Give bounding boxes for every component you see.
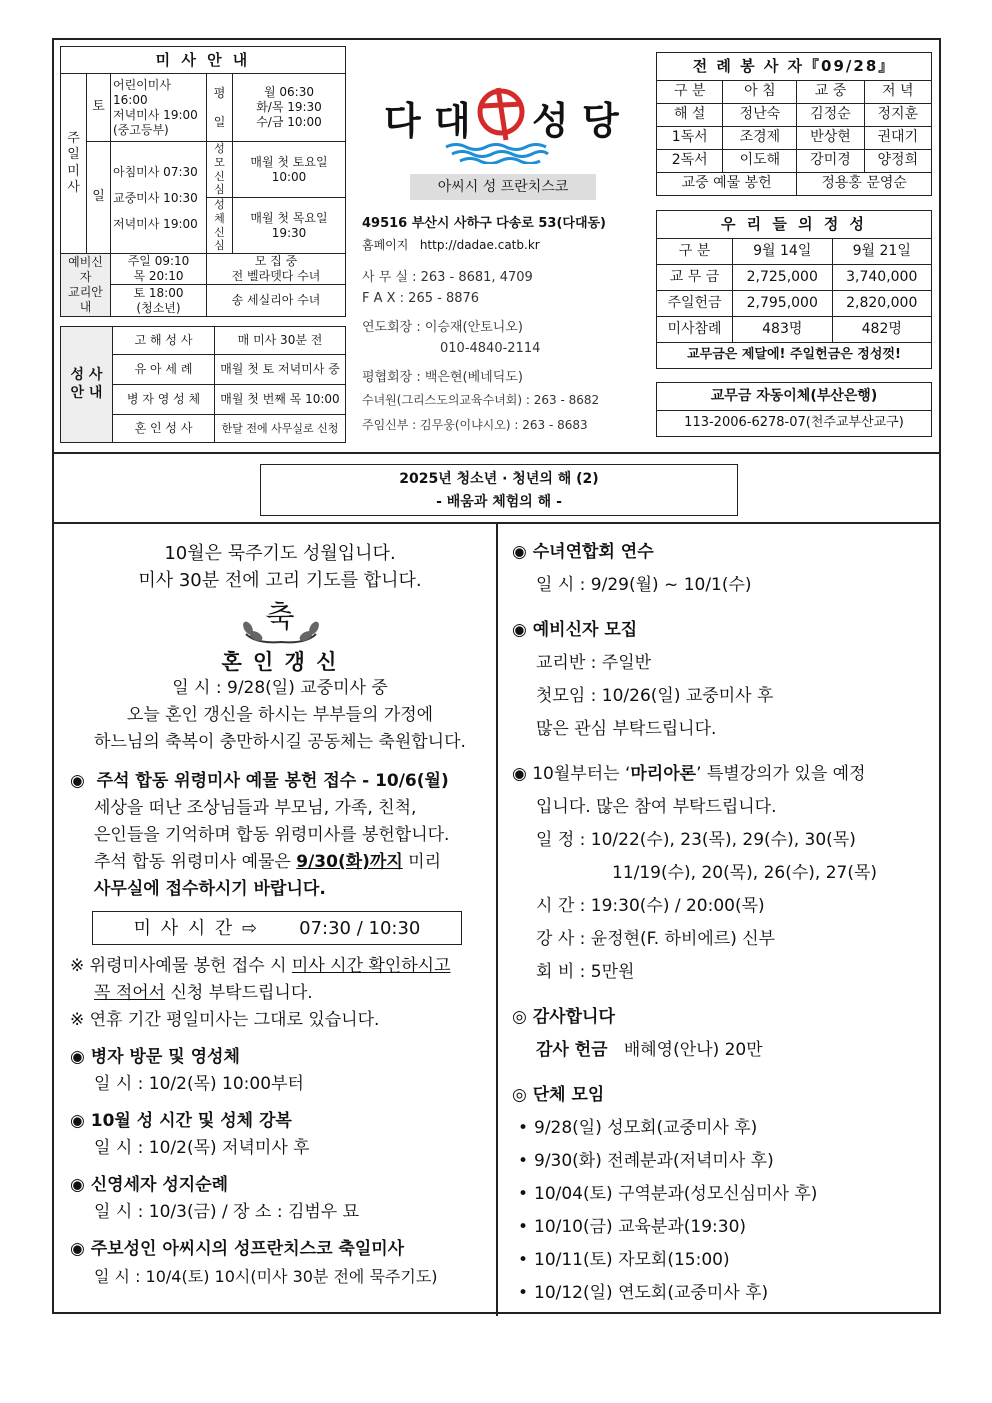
offerings-table [656, 210, 932, 369]
offerings-cell: 482명 [832, 317, 932, 343]
mariology-schedule-1: 일 정 : 10/22(수), 23(목), 29(수), 30(목) [536, 830, 856, 850]
sacrament-name: 혼 인 성 사 [113, 415, 215, 443]
sisters-training-date: 일 시 : 9/29(월) ~ 10/1(수) [536, 575, 752, 595]
list-item: • 10/12(일) 연도회(교중미사 후) [512, 1277, 932, 1310]
catechumen-1-time: 주일 09:10 목 20:10 [111, 254, 207, 285]
thanks-offering: 감사 헌금 배혜영(안나) 20만 [536, 1040, 763, 1060]
list-item: • 9/28(일) 성모회(교중미사 후) [512, 1112, 932, 1145]
pilgrimage-date: 일 시 : 10/3(금) / 장 소 : 김범우 묘 [94, 1202, 360, 1222]
mariology-notice-cont: 입니다. 많은 참여 부탁드립니다. [536, 797, 777, 817]
liturgy-servers-table [656, 52, 932, 196]
servers-cell: 김정순 [797, 104, 864, 127]
patron-saint-box: 아씨시 성 프란치스코 [410, 174, 596, 200]
sunday-label: 일 [87, 142, 111, 254]
offerings-header: 구 분 [657, 239, 733, 265]
sacrament-name: 유 아 세 례 [113, 355, 215, 385]
left-column [70, 540, 490, 1290]
holy-hour-title: ◉ 10월 성 시간 및 성체 강복 [70, 1111, 292, 1131]
theme-box [260, 464, 738, 516]
homepage-label: 홈페이지 [362, 238, 409, 252]
sacrament-value: 한달 전에 사무실로 신청 [215, 415, 346, 443]
rosary-notice-1: 10월은 묵주기도 성월입니다. [164, 543, 396, 564]
devotion-2-value: 매월 첫 목요일 19:30 [233, 198, 346, 254]
sunday-mass-label: 주 일 미 사 [61, 74, 87, 254]
mariology-lecturer: 강 사 : 윤정현(F. 하비에르) 신부 [536, 929, 776, 949]
servers-cell: 1독서 [657, 127, 723, 150]
sick-visit-date: 일 시 : 10/2(목) 10:00부터 [94, 1074, 304, 1094]
offerings-title: 우 리 들 의 정 성 [657, 211, 932, 239]
offerings-header: 9월 21일 [832, 239, 932, 265]
devotion-2-label: 성체 신심 [207, 198, 233, 254]
group-meetings-list [512, 1112, 932, 1310]
office-phone: 사 무 실 : 263 - 8681, 4709 [362, 270, 533, 285]
mass-time-label: 미 사 시 간 ⇨ [133, 917, 260, 939]
pastor-phone: 주임신부 : 김무웅(이냐시오) : 263 - 8683 [362, 418, 588, 432]
memorial-note-1: ※ 위령미사예물 봉헌 접수 시 미사 시간 확인하시고 [70, 956, 451, 976]
catechumen-2-who: 송 세실리아 수녀 [207, 285, 346, 317]
offerings-cell: 주일헌금 [657, 291, 733, 317]
weekday-label: 평 일 [207, 74, 233, 142]
catechumen-2-time: 토 18:00 (청소년) [111, 285, 207, 317]
cross-logo-icon [476, 84, 526, 142]
weekday-times: 월 06:30 화/목 19:30 수/금 10:00 [233, 74, 346, 142]
auto-transfer-account: 113-2006-6278-07(천주교부산교구) [657, 411, 932, 437]
catechumen-class: 교리반 : 주일반 [536, 653, 652, 673]
catechumen-1-who: 모 집 중 전 벨라뎃다 수녀 [207, 254, 346, 285]
church-logo [384, 84, 624, 164]
servers-header: 교 중 [797, 81, 864, 104]
catechumen-recruit-title: ◉ 예비신자 모집 [512, 620, 638, 640]
offerings-cell: 교 무 금 [657, 265, 733, 291]
mass-time-box [92, 911, 462, 945]
saturday-masses: 어린이미사 16:00 저녁미사 19:00 (중고등부) [111, 74, 207, 142]
sick-visit-title: ◉ 병자 방문 및 영성체 [70, 1047, 240, 1067]
renewal-text-2: 하느님의 축복이 충만하시길 공동체는 축원합니다. [94, 732, 466, 752]
church-name-left: 다 대 [384, 99, 471, 143]
list-item: • 10/11(토) 자모회(15:00) [512, 1244, 932, 1277]
convent-phone: 수녀원(그리스도의교육수녀회) : 263 - 8682 [362, 393, 600, 407]
sacraments-table [60, 326, 346, 443]
sacrament-name: 고 해 성 사 [113, 327, 215, 355]
offerings-cell: 2,795,000 [733, 291, 833, 317]
holy-hour-date: 일 시 : 10/2(목) 저녁미사 후 [94, 1138, 310, 1158]
renewal-text-1: 오늘 혼인 갱신을 하시는 부부들의 가정에 [126, 705, 434, 725]
mariology-schedule-2: 11/19(수), 20(목), 26(수), 27(목) [612, 863, 878, 883]
servers-header: 아 침 [723, 81, 797, 104]
theme-line-1: 2025년 청소년 · 청년의 해 (2) [399, 471, 599, 487]
renewal-title: 혼 인 갱 신 [221, 649, 339, 674]
column-divider [496, 522, 498, 1316]
memorial-text-1: 세상을 떠난 조상님들과 부모님, 가족, 친척, [94, 798, 417, 818]
sacrament-value: 매월 첫 토 저녁미사 중 [215, 355, 346, 385]
offerings-cell: 3,740,000 [832, 265, 932, 291]
theme-line-2: - 배움과 체험의 해 - [436, 494, 562, 510]
catechumen-label: 예비신자 교리안내 [61, 254, 111, 317]
memorial-note-1-cont: 꼭 적어서 신청 부탁드립니다. [94, 983, 313, 1003]
offerings-cell: 483명 [733, 317, 833, 343]
servers-cell: 권대기 [864, 127, 931, 150]
council-phone: 010-4840-2114 [440, 341, 541, 356]
feast-mass-date: 일 시 : 10/4(토) 10시(미사 30분 전에 묵주기도) [94, 1267, 438, 1286]
devotion-1-label: 성모 신심 [207, 142, 233, 198]
auto-transfer-title: 교무금 자동이체(부산은행) [657, 383, 932, 411]
right-column [512, 536, 932, 1310]
memorial-text-4: 사무실에 접수하시기 바랍니다. [94, 879, 326, 899]
catechumen-first-meeting: 첫모임 : 10/26(일) 교중미사 후 [536, 686, 774, 706]
servers-cell: 해 설 [657, 104, 723, 127]
servers-cell: 반상현 [797, 127, 864, 150]
memorial-note-2: ※ 연휴 기간 평일미사는 그대로 있습니다. [70, 1010, 380, 1030]
sacrament-name: 병 자 영 성 체 [113, 385, 215, 415]
church-name-right: 성 당 [532, 99, 619, 143]
thanks-title: ◎ 감사합니다 [512, 1007, 615, 1027]
feast-mass-title: ◉ 주보성인 아씨시의 성프란치스코 축일미사 [70, 1239, 405, 1259]
servers-header: 저 녁 [864, 81, 931, 104]
celebrate-glyph: 축 [265, 600, 295, 635]
servers-cell: 2독서 [657, 150, 723, 173]
offering-label: 교중 예물 봉헌 [657, 173, 797, 196]
mariology-notice: ◉ 10월부터는 ‘마리아론’ 특별강의가 있을 예정 [512, 764, 866, 784]
list-item: • 10/04(토) 구역분과(성모신심미사 후) [512, 1178, 932, 1211]
sacrament-value: 매월 첫 번째 목 10:00 [215, 385, 346, 415]
memorial-text-2: 은인들을 기억하며 합동 위령미사를 봉헌합니다. [94, 825, 450, 845]
list-item: • 9/30(화) 전례분과(저녁미사 후) [512, 1145, 932, 1178]
offerings-header: 9월 14일 [733, 239, 833, 265]
pilgrimage-title: ◉ 신영세자 성지순례 [70, 1175, 229, 1195]
servers-cell: 양정희 [864, 150, 931, 173]
sacrament-value: 매 미사 30분 전 [215, 327, 346, 355]
mariology-fee: 회 비 : 5만원 [536, 962, 635, 982]
renewal-date: 일 시 : 9/28(일) 교중미사 중 [172, 678, 388, 698]
servers-cell: 조경제 [723, 127, 797, 150]
servers-cell: 정지훈 [864, 104, 931, 127]
auto-transfer-table [656, 382, 932, 437]
memorial-text-3: 추석 합동 위령미사 예물은 9/30(화)까지 미리 [94, 852, 442, 872]
header-divider [54, 452, 939, 454]
saturday-label: 토 [87, 74, 111, 142]
sacraments-label: 성 사 안 내 [61, 327, 113, 443]
memorial-mass-title: ◉ 주석 합동 위령미사 예물 봉헌 접수 - 10/6(월) [70, 771, 449, 791]
servers-title: 전 례 봉 사 자『09/28』 [657, 53, 932, 81]
catechumen-request: 많은 관심 부탁드립니다. [536, 719, 717, 739]
sisters-training-title: ◉ 수녀연합회 연수 [512, 542, 654, 562]
offerings-cell: 미사참례 [657, 317, 733, 343]
parish-chair: 평협회장 : 백은현(베네딕도) [362, 370, 523, 385]
servers-cell: 정난숙 [723, 104, 797, 127]
homepage-link[interactable]: http://dadae.catb.kr [419, 238, 540, 252]
wave-icon [444, 142, 554, 164]
servers-header: 구 분 [657, 81, 723, 104]
rosary-notice-2: 미사 30분 전에 고리 기도를 합니다. [138, 570, 422, 591]
devotion-1-value: 매월 첫 토요일 10:00 [233, 142, 346, 198]
mass-schedule-table [60, 46, 346, 317]
council-chair: 연도회장 : 이승재(안토니오) [362, 320, 523, 335]
bullet-icon: ◉ [70, 771, 97, 791]
church-homepage [362, 236, 540, 253]
mariology-time: 시 간 : 19:30(수) / 20:00(목) [536, 896, 765, 916]
servers-cell: 이도해 [723, 150, 797, 173]
celebration-emblem [70, 600, 490, 644]
sunday-masses: 아침미사 07:30 교중미사 10:30 저녁미사 19:00 [111, 142, 207, 254]
bulletin-page [52, 38, 941, 1314]
mass-schedule-title: 미 사 안 내 [61, 47, 346, 74]
offerings-cell: 2,820,000 [832, 291, 932, 317]
offerings-note: 교무금은 제달에! 주일헌금은 정성껏! [657, 343, 932, 369]
offerings-cell: 2,725,000 [733, 265, 833, 291]
list-item: • 10/10(금) 교육분과(19:30) [512, 1211, 932, 1244]
offering-names: 정용홍 문영순 [797, 173, 932, 196]
mass-time-value: 07:30 / 10:30 [299, 917, 421, 939]
group-meetings-title: ◎ 단체 모임 [512, 1085, 605, 1105]
church-address: 49516 부산시 사하구 다송로 53(다대동) [362, 216, 607, 231]
fax-number: F A X : 265 - 8876 [362, 291, 480, 306]
servers-cell: 강미경 [797, 150, 864, 173]
